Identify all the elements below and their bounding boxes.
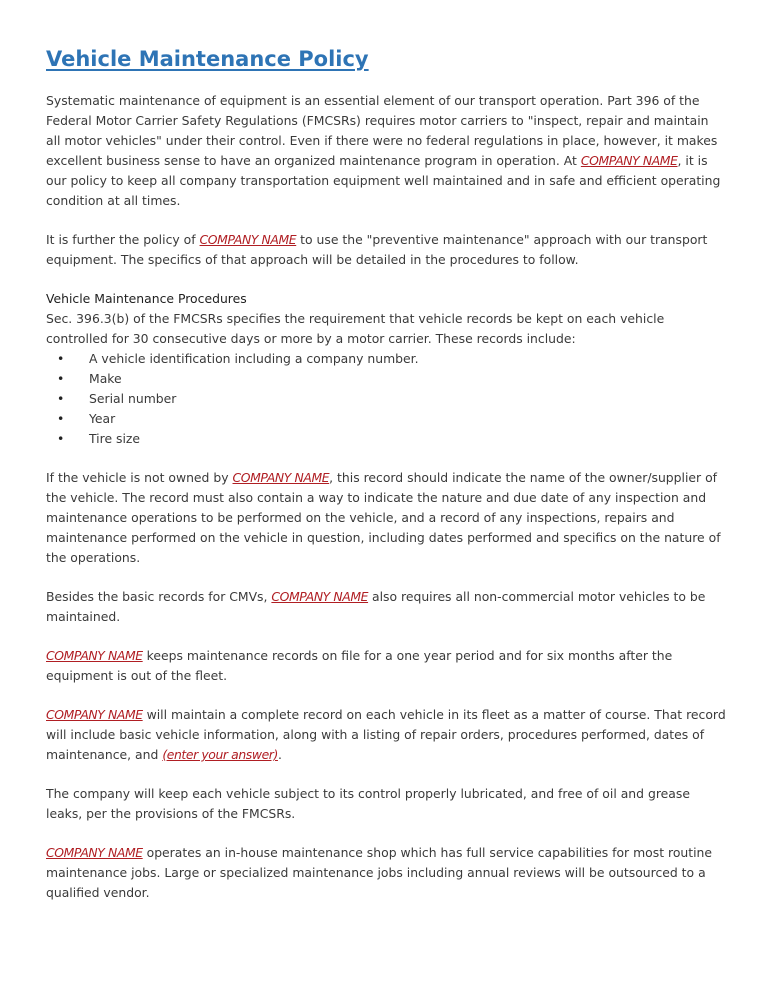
paragraph-complete-record	[46, 705, 726, 765]
section-intro: Sec. 396.3(b) of the FMCSRs specifies the requirement that vehicle records be kept on each vehicle controlled for 30 consecutive days or more by a motor carrier. These records include:	[46, 311, 665, 346]
company-name-placeholder[interactable]: COMPANY NAME	[46, 648, 143, 663]
paragraph-text: , this record should indicate the name of the owner/supplier of the vehicle. The record must also contain a way to indicate the nature and due date of any inspection and maintenance operations to be performed on the vehicle, and a record of any inspections, repairs and maintenance performed on the vehicle in question, including dates performed and specifics on the nature of the operations.	[46, 470, 721, 565]
paragraph-non-commercial	[46, 587, 726, 627]
paragraph-text: Besides the basic records for CMVs,	[46, 589, 272, 604]
company-name-placeholder[interactable]: COMPANY NAME	[46, 707, 143, 722]
company-name-placeholder[interactable]: COMPANY NAME	[232, 470, 330, 485]
list-item	[46, 369, 726, 389]
list-item	[46, 409, 726, 429]
paragraph-lubrication: The company will keep each vehicle subject to its control properly lubricated, and free of oil and grease leaks, per the provisions of the FMCSRs.	[46, 786, 690, 821]
bullet-icon: •	[57, 431, 65, 446]
procedures-section	[46, 289, 726, 449]
bullet-icon: •	[57, 411, 65, 426]
paragraph-text: Systematic maintenance of equipment is an essential element of our transport operation. Part 396 of the Federal Motor Carrier Safety Regulations (FMCSRs) requires motor carriers to "inspect, repair and maintain all motor vehicles" under their control. Even if there were no federal regulations in place, however, it makes excellent business sense to have an organized maintenance program in operation. At	[46, 93, 718, 168]
paragraph-intro	[46, 91, 726, 211]
answer-placeholder[interactable]: (enter your answer)	[162, 747, 278, 762]
paragraph-text: .	[277, 747, 282, 762]
paragraph-text: It is further the policy of	[46, 232, 200, 247]
list-item-text: Tire size	[89, 431, 141, 446]
page-title: Vehicle Maintenance Policy	[46, 47, 369, 71]
list-item	[46, 429, 726, 449]
paragraph-text: to use the "preventive maintenance" approach with our transport equipment. The specifics of that approach will be detailed in the procedures to follow.	[46, 232, 708, 267]
list-item-text: Make	[89, 371, 122, 386]
paragraph-text: will maintain a complete record on each vehicle in its fleet as a matter of course. That record will include basic vehicle information, along with a listing of repair orders, procedures performed, dates of maintenance, and	[46, 707, 726, 762]
policy-document	[46, 44, 726, 922]
section-heading: Vehicle Maintenance Procedures	[46, 291, 247, 306]
company-name-placeholder[interactable]: COMPANY NAME	[271, 589, 369, 604]
company-name-placeholder[interactable]: COMPANY NAME	[580, 153, 678, 168]
bullet-icon: •	[57, 371, 65, 386]
paragraph-ownership	[46, 468, 726, 568]
paragraph-text: keeps maintenance records on file for a one year period and for six months after the equipment is out of the fleet.	[46, 648, 673, 683]
paragraph-preventive	[46, 230, 726, 270]
paragraph-text: operates an in-house maintenance shop which has full service capabilities for most routine maintenance jobs. Large or specialized maintenance jobs including annual reviews will be outsourced to a qualified vendor.	[46, 845, 713, 900]
records-list	[46, 349, 726, 449]
list-item	[46, 349, 726, 369]
paragraph-shop	[46, 843, 726, 903]
paragraph-text: If the vehicle is not owned by	[46, 470, 233, 485]
list-item-text: Serial number	[89, 391, 177, 406]
list-item-text: Year	[89, 411, 116, 426]
paragraph-text: , it is our policy to keep all company transportation equipment well maintained and in safe and efficient operating condition at all times.	[46, 153, 721, 208]
bullet-icon: •	[57, 391, 65, 406]
company-name-placeholder[interactable]: COMPANY NAME	[199, 232, 297, 247]
paragraph-text: also requires all non-commercial motor vehicles to be maintained.	[46, 589, 706, 624]
list-item	[46, 389, 726, 409]
company-name-placeholder[interactable]: COMPANY NAME	[46, 845, 143, 860]
bullet-icon: •	[57, 351, 65, 366]
list-item-text: A vehicle identification including a company number.	[89, 351, 419, 366]
paragraph-retention	[46, 646, 726, 686]
